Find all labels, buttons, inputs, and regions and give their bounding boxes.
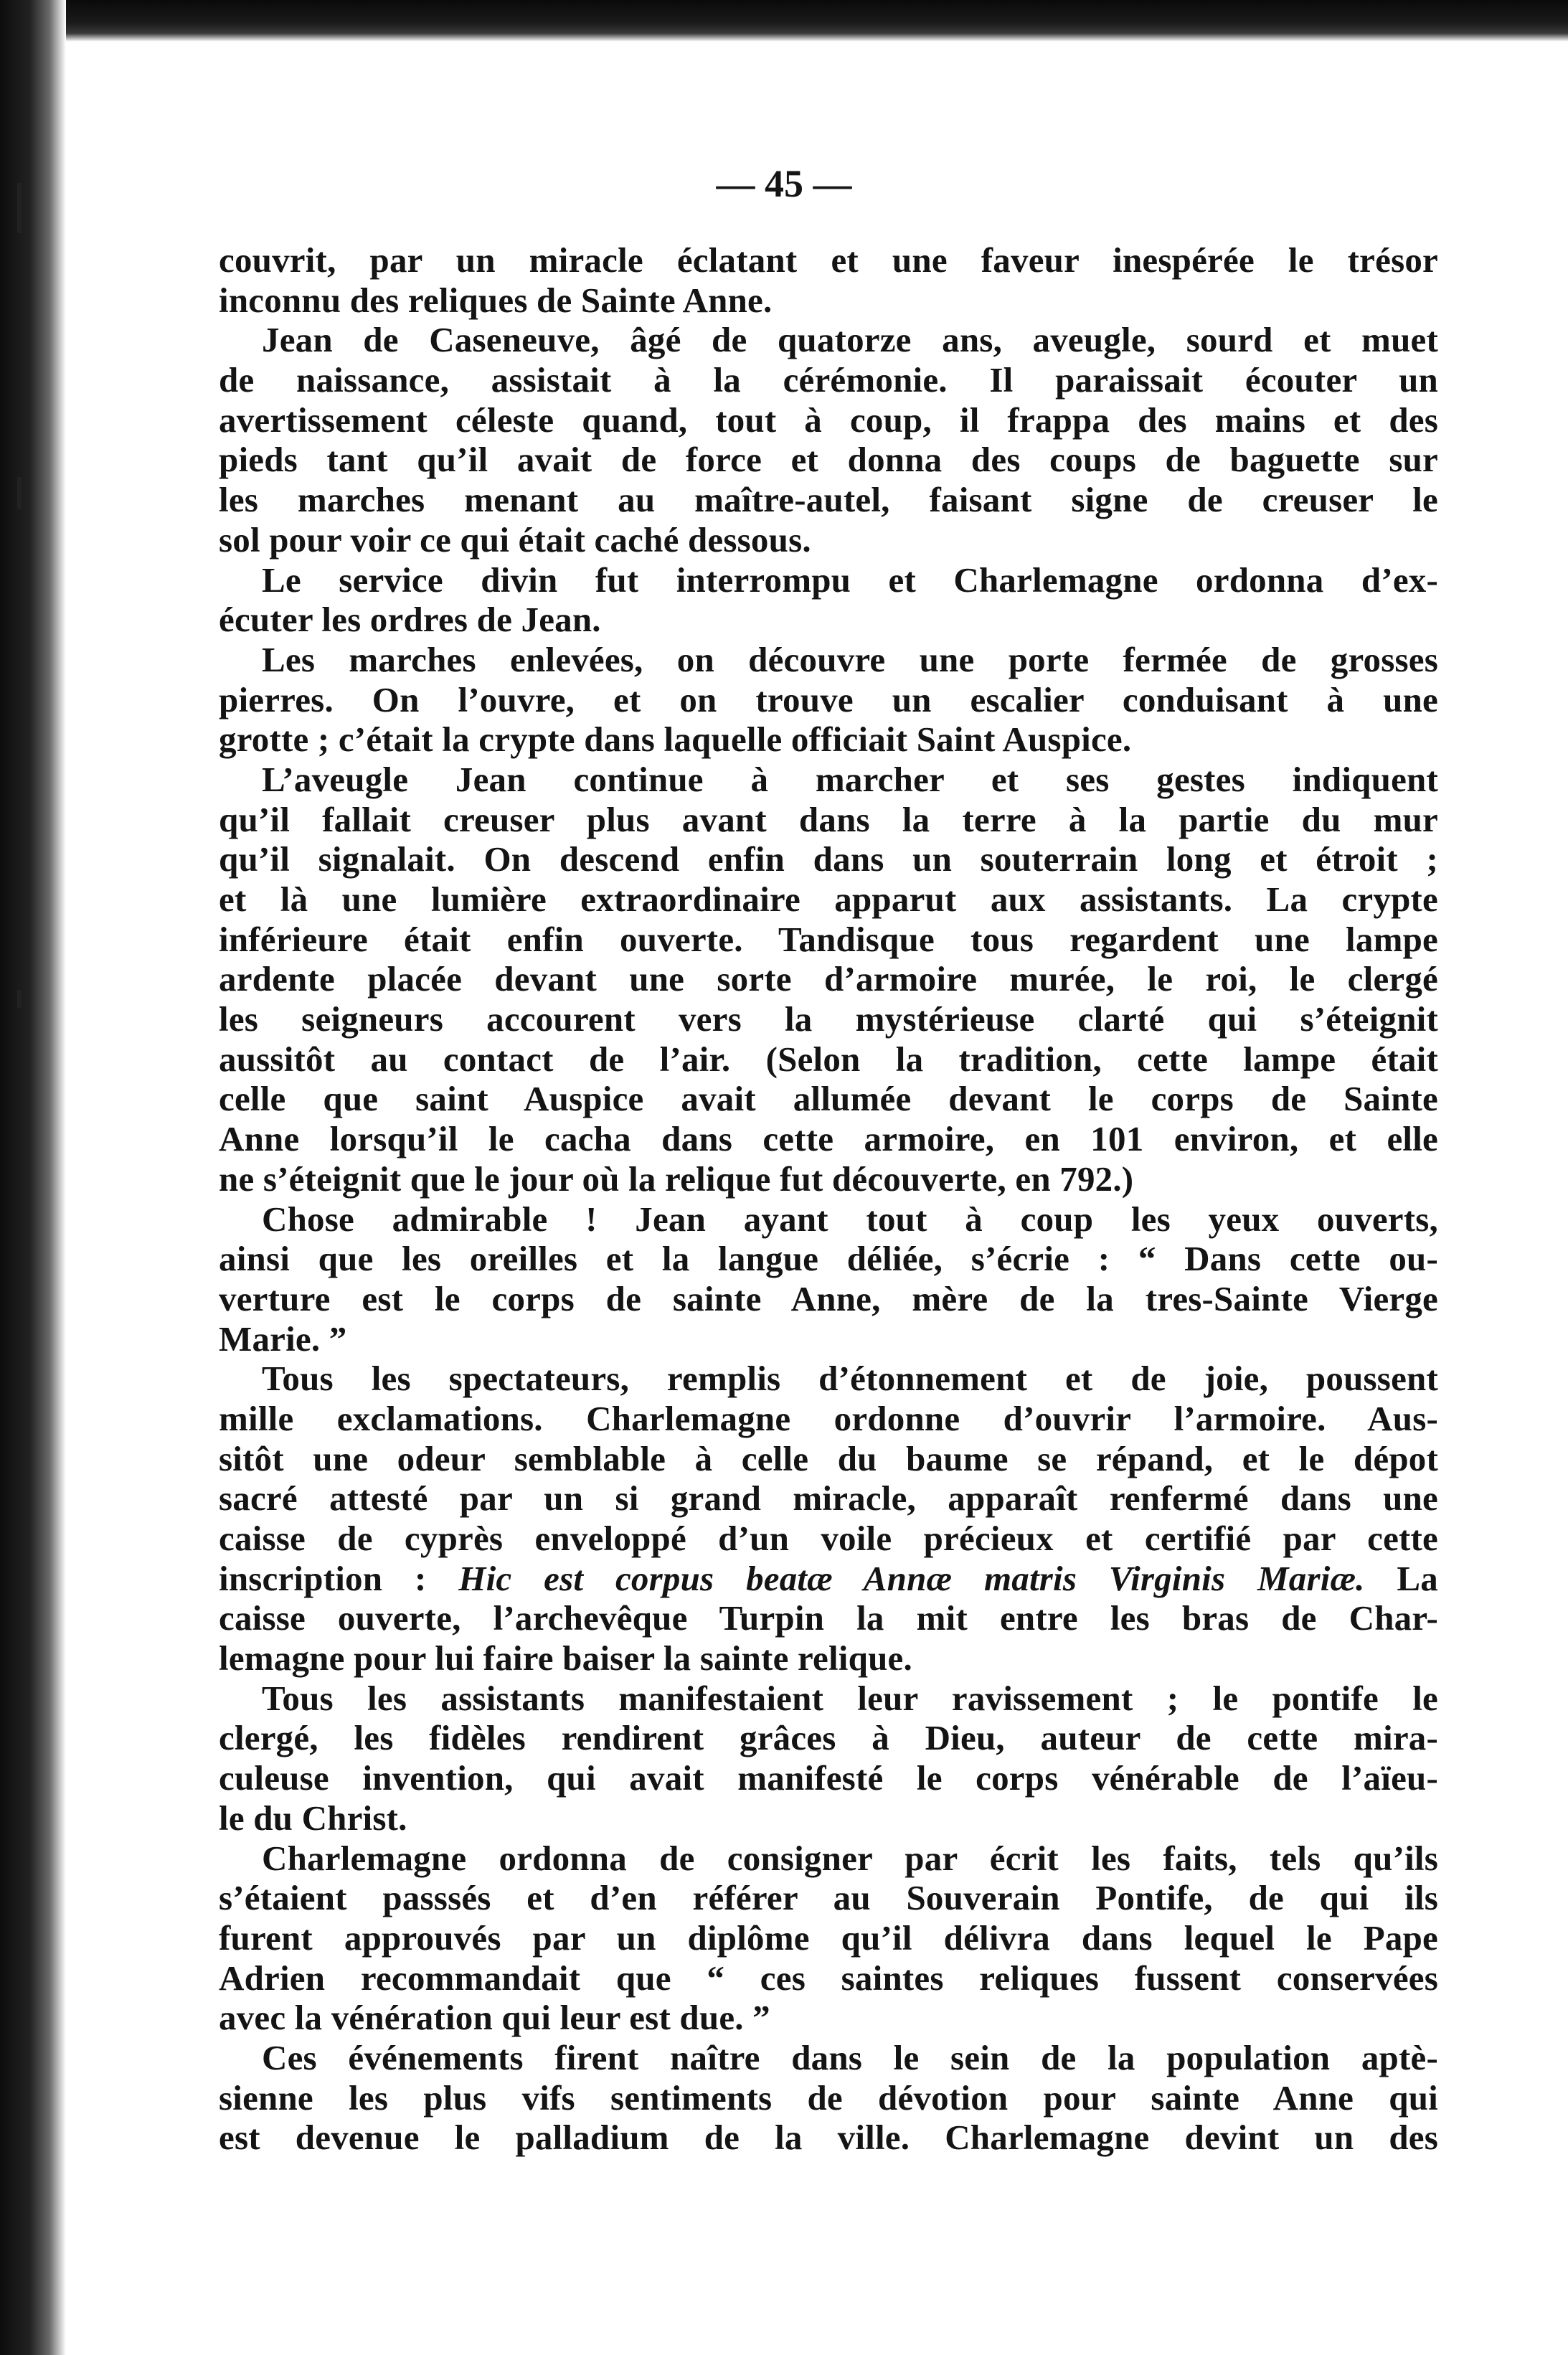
text-line: caisse ouverte, l’archevêque Turpin la mit entre les bras de Char- xyxy=(219,1598,1438,1638)
text-line: Chose admirable ! Jean ayant tout à coup les yeux ouverts, xyxy=(262,1199,1438,1239)
text-line: sitôt une odeur semblable à celle du baume se répand, et le dépot xyxy=(219,1438,1438,1478)
text-line: clergé, les fidèles rendirent grâces à Dieu, auteur de cette mira- xyxy=(219,1718,1438,1758)
text-line: Anne lorsqu’il le cacha dans cette armoire, en 101 environ, et elle xyxy=(219,1119,1438,1159)
text-line: qu’il signalait. On descend enfin dans un souterrain long et étroit ; xyxy=(219,839,1438,879)
latin-inscription: Hic est corpus beatæ Annæ matris Virginis Mariæ. xyxy=(458,1558,1365,1598)
page-number: — 45 — xyxy=(716,162,852,205)
text-line: sol pour voir ce qui était caché dessous. xyxy=(219,519,811,560)
text-line xyxy=(219,1559,1438,1599)
text-line: couvrit, par un miracle éclatant et une faveur inespérée le trésor xyxy=(219,240,1438,280)
text-line: Jean de Caseneuve, âgé de quatorze ans, aveugle, sourd et muet xyxy=(262,320,1438,360)
scan-top-border xyxy=(0,0,1568,42)
scan-left-border xyxy=(0,0,66,2355)
text-line: verture est le corps de sainte Anne, mère de la tres-Sainte Vierge xyxy=(219,1278,1438,1318)
text-line: pieds tant qu’il avait de force et donna des coups de baguette sur xyxy=(219,440,1438,480)
text-line: Adrien recommandait que “ ces saintes reliques fussent conservées xyxy=(219,1958,1438,1998)
text-line: les marches menant au maître-autel, faisant signe de creuser le xyxy=(219,480,1438,520)
text-line: Charlemagne ordonna de consigner par écrit les faits, tels qu’ils xyxy=(262,1838,1438,1878)
text-line: ne s’éteignit que le jour où la relique fut découverte, en 792.) xyxy=(219,1158,1134,1199)
text-line: furent approuvés par un diplôme qu’il délivra dans lequel le Pape xyxy=(219,1917,1438,1958)
text-line: lemagne pour lui faire baiser la sainte relique. xyxy=(219,1638,912,1679)
text-line: et là une lumière extraordinaire apparut aux assistants. La crypte xyxy=(219,879,1438,919)
text-line: L’aveugle Jean continue à marcher et ses gestes indiquent xyxy=(262,759,1438,799)
text-line: Ces événements firent naître dans le sein de la population aptè- xyxy=(262,2037,1438,2077)
text-line: ainsi que les oreilles et la langue déliée, s’écrie : “ Dans cette ou- xyxy=(219,1239,1438,1279)
text-line: celle que saint Auspice avait allumée devant le corps de Sainte xyxy=(219,1079,1438,1119)
text-line: avec la vénération qui leur est due. ” xyxy=(219,1998,770,2038)
text-line: avertissement céleste quand, tout à coup, il frappa des mains et des xyxy=(219,400,1438,440)
text-line: s’étaient passsés et d’en référer au Souverain Pontife, de qui ils xyxy=(219,1878,1438,1918)
text-line: Les marches enlevées, on découvre une porte fermée de grosses xyxy=(262,639,1438,679)
text-line: Le service divin fut interrompu et Charlemagne ordonna d’ex- xyxy=(262,560,1438,600)
text-line: aussitôt au contact de l’air. (Selon la tradition, cette lampe était xyxy=(219,1039,1438,1079)
text-line: inférieure était enfin ouverte. Tandisque tous regardent une lampe xyxy=(219,919,1438,959)
text-line: sacré attesté par un si grand miracle, apparaît renfermé dans une xyxy=(219,1478,1438,1519)
text-line: grotte ; c’était la crypte dans laquelle officiait Saint Auspice. xyxy=(219,719,1132,760)
text-line: sienne les plus vifs sentiments de dévotion pour sainte Anne qui xyxy=(219,2077,1438,2118)
text-line: qu’il fallait creuser plus avant dans la terre à la partie du mur xyxy=(219,799,1438,839)
text-line: culeuse invention, qui avait manifesté le corps vénérable de l’aïeu- xyxy=(219,1758,1438,1798)
text-line: écuter les ordres de Jean. xyxy=(219,600,601,640)
text-line: caisse de cyprès enveloppé d’un voile précieux et certifié par cette xyxy=(219,1519,1438,1558)
text-line: Tous les assistants manifestaient leur ravissement ; le pontife le xyxy=(262,1678,1438,1718)
text-line: mille exclamations. Charlemagne ordonne d’ouvrir l’armoire. Aus- xyxy=(219,1398,1438,1438)
text-line: ardente placée devant une sorte d’armoire murée, le roi, le clergé xyxy=(219,959,1438,999)
text-line: Tous les spectateurs, remplis d’étonnement et de joie, poussent xyxy=(262,1359,1438,1399)
text-line: pierres. On l’ouvre, et on trouve un escalier conduisant à une xyxy=(219,679,1438,719)
margin-mark xyxy=(17,477,22,509)
text-line: Marie. ” xyxy=(219,1318,347,1359)
text-line: les seigneurs accourent vers la mystérieuse clarté qui s’éteignit xyxy=(219,999,1438,1039)
text-line: inconnu des reliques de Sainte Anne. xyxy=(219,280,773,320)
text-line: est devenue le palladium de la ville. Charlemagne devint un des xyxy=(219,2118,1438,2158)
text-segment: inscription : xyxy=(219,1558,459,1598)
text-segment: La xyxy=(1364,1558,1438,1598)
margin-mark xyxy=(17,990,22,1008)
text-line: le du Christ. xyxy=(219,1798,407,1838)
text-line: de naissance, assistait à la cérémonie. Il paraissait écouter un xyxy=(219,360,1438,400)
page-body-text xyxy=(219,240,1438,2158)
